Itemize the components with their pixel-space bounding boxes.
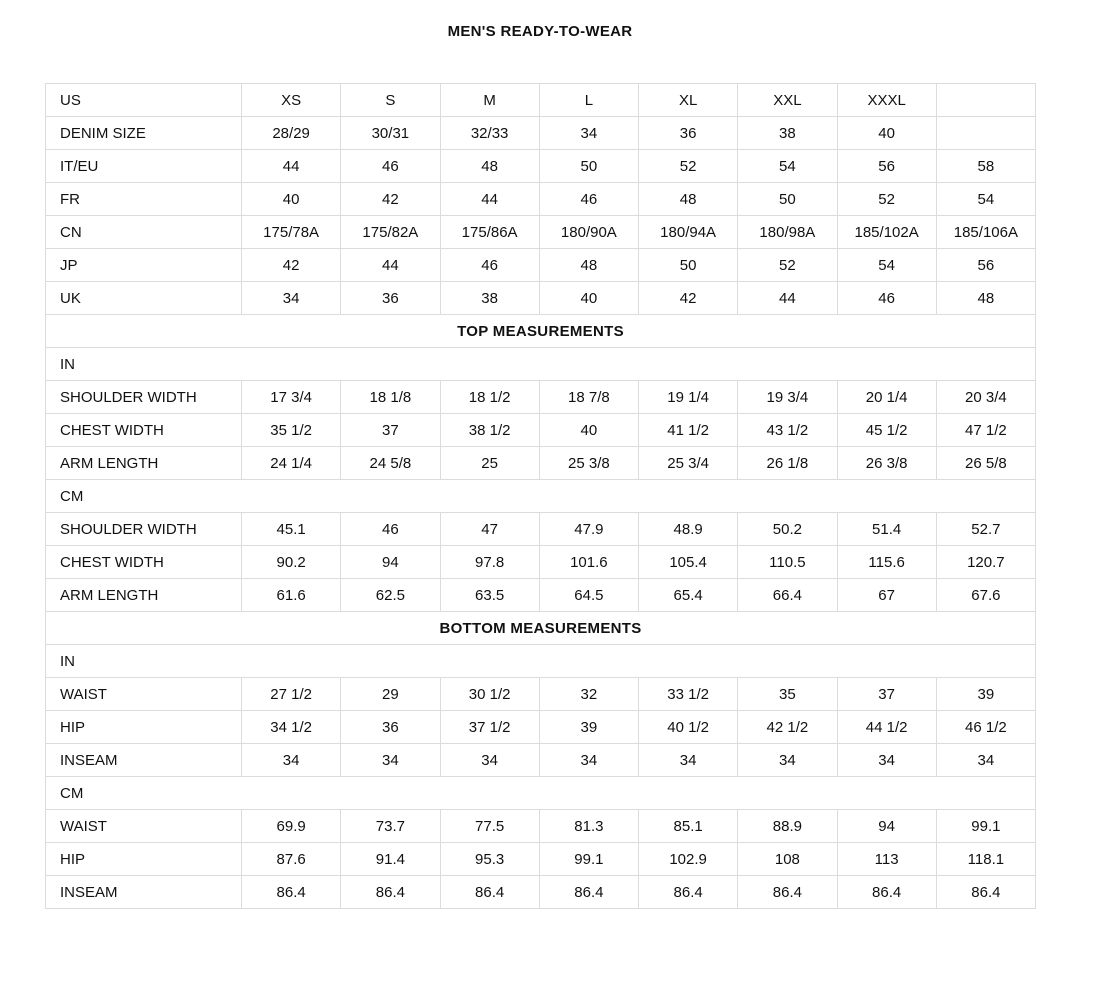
cell-value: 50: [738, 183, 837, 216]
cell-value: 34: [738, 744, 837, 777]
cell-value: 20 1/4: [837, 381, 936, 414]
cell-value: 34: [936, 744, 1035, 777]
cell-value: XXXL: [837, 84, 936, 117]
row-label: SHOULDER WIDTH: [46, 513, 242, 546]
section-header-row: [46, 612, 1036, 645]
cell-value: 36: [639, 117, 738, 150]
row-label: ARM LENGTH: [46, 579, 242, 612]
cell-value: 54: [837, 249, 936, 282]
cell-value: 27 1/2: [242, 678, 341, 711]
cell-value: 113: [837, 843, 936, 876]
cell-value: 77.5: [440, 810, 539, 843]
cell-value: 63.5: [440, 579, 539, 612]
cell-value: 35: [738, 678, 837, 711]
cell-value: 33 1/2: [639, 678, 738, 711]
cell-value: 46 1/2: [936, 711, 1035, 744]
cell-value: 42: [341, 183, 440, 216]
cell-value: 45.1: [242, 513, 341, 546]
cell-value: 108: [738, 843, 837, 876]
table-row: [46, 810, 1036, 843]
table-row: [46, 711, 1036, 744]
cell-value: 47.9: [539, 513, 638, 546]
cell-value: 87.6: [242, 843, 341, 876]
cell-value: 34: [639, 744, 738, 777]
row-label: INSEAM: [46, 876, 242, 909]
cell-value: 46: [440, 249, 539, 282]
cell-value: 48.9: [639, 513, 738, 546]
cell-value: 94: [341, 546, 440, 579]
cell-value: 52: [837, 183, 936, 216]
cell-value: 42 1/2: [738, 711, 837, 744]
cell-value: 30/31: [341, 117, 440, 150]
cell-value: 25 3/8: [539, 447, 638, 480]
cell-value: 86.4: [341, 876, 440, 909]
cell-value: 185/106A: [936, 216, 1035, 249]
table-row: [46, 282, 1036, 315]
cell-value: 42: [242, 249, 341, 282]
cell-value: 102.9: [639, 843, 738, 876]
size-table-body: [46, 84, 1036, 909]
cell-value: 95.3: [440, 843, 539, 876]
cell-value: 58: [936, 150, 1035, 183]
cell-value: 65.4: [639, 579, 738, 612]
row-label: UK: [46, 282, 242, 315]
cell-value: 34: [440, 744, 539, 777]
cell-value: 37: [837, 678, 936, 711]
row-label: US: [46, 84, 242, 117]
cell-value: 48: [440, 150, 539, 183]
table-row: [46, 414, 1036, 447]
cell-value: 40: [539, 282, 638, 315]
cell-value: 175/82A: [341, 216, 440, 249]
cell-value: 34: [539, 744, 638, 777]
cell-value: 86.4: [440, 876, 539, 909]
page-title: MEN'S READY-TO-WEAR: [447, 23, 633, 40]
cell-value: 50: [539, 150, 638, 183]
cell-value: 26 1/8: [738, 447, 837, 480]
cell-value: 40: [837, 117, 936, 150]
cell-value: 115.6: [837, 546, 936, 579]
table-row: [46, 150, 1036, 183]
unit-row: [46, 777, 1036, 810]
cell-value: 34: [539, 117, 638, 150]
row-label: DENIM SIZE: [46, 117, 242, 150]
cell-value: 37 1/2: [440, 711, 539, 744]
cell-value: 64.5: [539, 579, 638, 612]
unit-row: [46, 645, 1036, 678]
cell-value: 24 1/4: [242, 447, 341, 480]
cell-value: 56: [936, 249, 1035, 282]
cell-value: 62.5: [341, 579, 440, 612]
table-row: [46, 579, 1036, 612]
cell-value: 120.7: [936, 546, 1035, 579]
row-label: HIP: [46, 711, 242, 744]
cell-value: S: [341, 84, 440, 117]
cell-value: 86.4: [539, 876, 638, 909]
cell-value: 44 1/2: [837, 711, 936, 744]
cell-value: 44: [242, 150, 341, 183]
row-label: HIP: [46, 843, 242, 876]
table-row: [46, 678, 1036, 711]
cell-value: M: [440, 84, 539, 117]
row-label: JP: [46, 249, 242, 282]
cell-value: 17 3/4: [242, 381, 341, 414]
cell-value: 47 1/2: [936, 414, 1035, 447]
cell-value: 36: [341, 282, 440, 315]
size-chart-table: [45, 83, 1036, 909]
cell-value: 35 1/2: [242, 414, 341, 447]
cell-value: 50: [639, 249, 738, 282]
cell-value: 52: [639, 150, 738, 183]
cell-value: 67.6: [936, 579, 1035, 612]
table-row: [46, 84, 1036, 117]
table-row: [46, 381, 1036, 414]
cell-value: 66.4: [738, 579, 837, 612]
section-header-row: [46, 315, 1036, 348]
cell-value: 36: [341, 711, 440, 744]
cell-value: 101.6: [539, 546, 638, 579]
cell-value: 50.2: [738, 513, 837, 546]
cell-value: L: [539, 84, 638, 117]
cell-value: 61.6: [242, 579, 341, 612]
cell-value: 185/102A: [837, 216, 936, 249]
cell-value: 180/90A: [539, 216, 638, 249]
cell-value: 91.4: [341, 843, 440, 876]
cell-value: 44: [341, 249, 440, 282]
table-row: [46, 546, 1036, 579]
cell-value: 48: [539, 249, 638, 282]
cell-value: 54: [936, 183, 1035, 216]
cell-value: 54: [738, 150, 837, 183]
cell-value: 44: [440, 183, 539, 216]
cell-value: 42: [639, 282, 738, 315]
cell-value: 48: [936, 282, 1035, 315]
row-label: INSEAM: [46, 744, 242, 777]
row-label: IT/EU: [46, 150, 242, 183]
cell-value: 51.4: [837, 513, 936, 546]
cell-value: 32: [539, 678, 638, 711]
table-row: [46, 249, 1036, 282]
unit-row: [46, 348, 1036, 381]
cell-value: 99.1: [936, 810, 1035, 843]
cell-value: 38 1/2: [440, 414, 539, 447]
row-label: CN: [46, 216, 242, 249]
cell-value: 34: [242, 744, 341, 777]
cell-value: [936, 84, 1035, 117]
cell-value: 34: [341, 744, 440, 777]
cell-value: 40 1/2: [639, 711, 738, 744]
cell-value: 105.4: [639, 546, 738, 579]
cell-value: 46: [539, 183, 638, 216]
cell-value: 99.1: [539, 843, 638, 876]
cell-value: 180/94A: [639, 216, 738, 249]
table-row: [46, 876, 1036, 909]
cell-value: 26 5/8: [936, 447, 1035, 480]
row-label: SHOULDER WIDTH: [46, 381, 242, 414]
table-row: [46, 744, 1036, 777]
cell-value: 47: [440, 513, 539, 546]
cell-value: 25: [440, 447, 539, 480]
unit-row: [46, 480, 1036, 513]
cell-value: XS: [242, 84, 341, 117]
cell-value: 52: [738, 249, 837, 282]
table-row: [46, 513, 1036, 546]
unit-label: CM: [46, 480, 1036, 513]
cell-value: 38: [440, 282, 539, 315]
section-header: BOTTOM MEASUREMENTS: [46, 612, 1036, 645]
cell-value: 25 3/4: [639, 447, 738, 480]
row-label: CHEST WIDTH: [46, 414, 242, 447]
unit-label: IN: [46, 348, 1036, 381]
cell-value: 26 3/8: [837, 447, 936, 480]
cell-value: XL: [639, 84, 738, 117]
cell-value: 18 7/8: [539, 381, 638, 414]
cell-value: 86.4: [639, 876, 738, 909]
cell-value: 18 1/8: [341, 381, 440, 414]
row-label: FR: [46, 183, 242, 216]
cell-value: 40: [539, 414, 638, 447]
cell-value: 18 1/2: [440, 381, 539, 414]
cell-value: 20 3/4: [936, 381, 1035, 414]
cell-value: 86.4: [837, 876, 936, 909]
cell-value: 118.1: [936, 843, 1035, 876]
cell-value: 34: [837, 744, 936, 777]
cell-value: 180/98A: [738, 216, 837, 249]
cell-value: 86.4: [738, 876, 837, 909]
cell-value: 52.7: [936, 513, 1035, 546]
cell-value: 48: [639, 183, 738, 216]
cell-value: 28/29: [242, 117, 341, 150]
unit-label: CM: [46, 777, 1036, 810]
cell-value: 86.4: [242, 876, 341, 909]
cell-value: 24 5/8: [341, 447, 440, 480]
cell-value: 38: [738, 117, 837, 150]
cell-value: 81.3: [539, 810, 638, 843]
cell-value: 30 1/2: [440, 678, 539, 711]
cell-value: 175/86A: [440, 216, 539, 249]
cell-value: 37: [341, 414, 440, 447]
cell-value: 45 1/2: [837, 414, 936, 447]
cell-value: 39: [539, 711, 638, 744]
cell-value: 43 1/2: [738, 414, 837, 447]
cell-value: 44: [738, 282, 837, 315]
cell-value: 85.1: [639, 810, 738, 843]
cell-value: 97.8: [440, 546, 539, 579]
cell-value: 32/33: [440, 117, 539, 150]
cell-value: 34: [242, 282, 341, 315]
cell-value: 73.7: [341, 810, 440, 843]
table-row: [46, 183, 1036, 216]
cell-value: 46: [341, 150, 440, 183]
table-row: [46, 117, 1036, 150]
cell-value: 110.5: [738, 546, 837, 579]
row-label: WAIST: [46, 678, 242, 711]
cell-value: 29: [341, 678, 440, 711]
cell-value: 67: [837, 579, 936, 612]
cell-value: 40: [242, 183, 341, 216]
cell-value: 41 1/2: [639, 414, 738, 447]
cell-value: 86.4: [936, 876, 1035, 909]
cell-value: 46: [341, 513, 440, 546]
section-header: TOP MEASUREMENTS: [46, 315, 1036, 348]
unit-label: IN: [46, 645, 1036, 678]
cell-value: 69.9: [242, 810, 341, 843]
cell-value: [936, 117, 1035, 150]
cell-value: 39: [936, 678, 1035, 711]
table-row: [46, 447, 1036, 480]
row-label: ARM LENGTH: [46, 447, 242, 480]
cell-value: 46: [837, 282, 936, 315]
row-label: CHEST WIDTH: [46, 546, 242, 579]
cell-value: 94: [837, 810, 936, 843]
table-row: [46, 216, 1036, 249]
row-label: WAIST: [46, 810, 242, 843]
cell-value: 88.9: [738, 810, 837, 843]
cell-value: 34 1/2: [242, 711, 341, 744]
cell-value: 56: [837, 150, 936, 183]
cell-value: 175/78A: [242, 216, 341, 249]
table-row: [46, 843, 1036, 876]
cell-value: 19 1/4: [639, 381, 738, 414]
cell-value: 19 3/4: [738, 381, 837, 414]
cell-value: 90.2: [242, 546, 341, 579]
cell-value: XXL: [738, 84, 837, 117]
